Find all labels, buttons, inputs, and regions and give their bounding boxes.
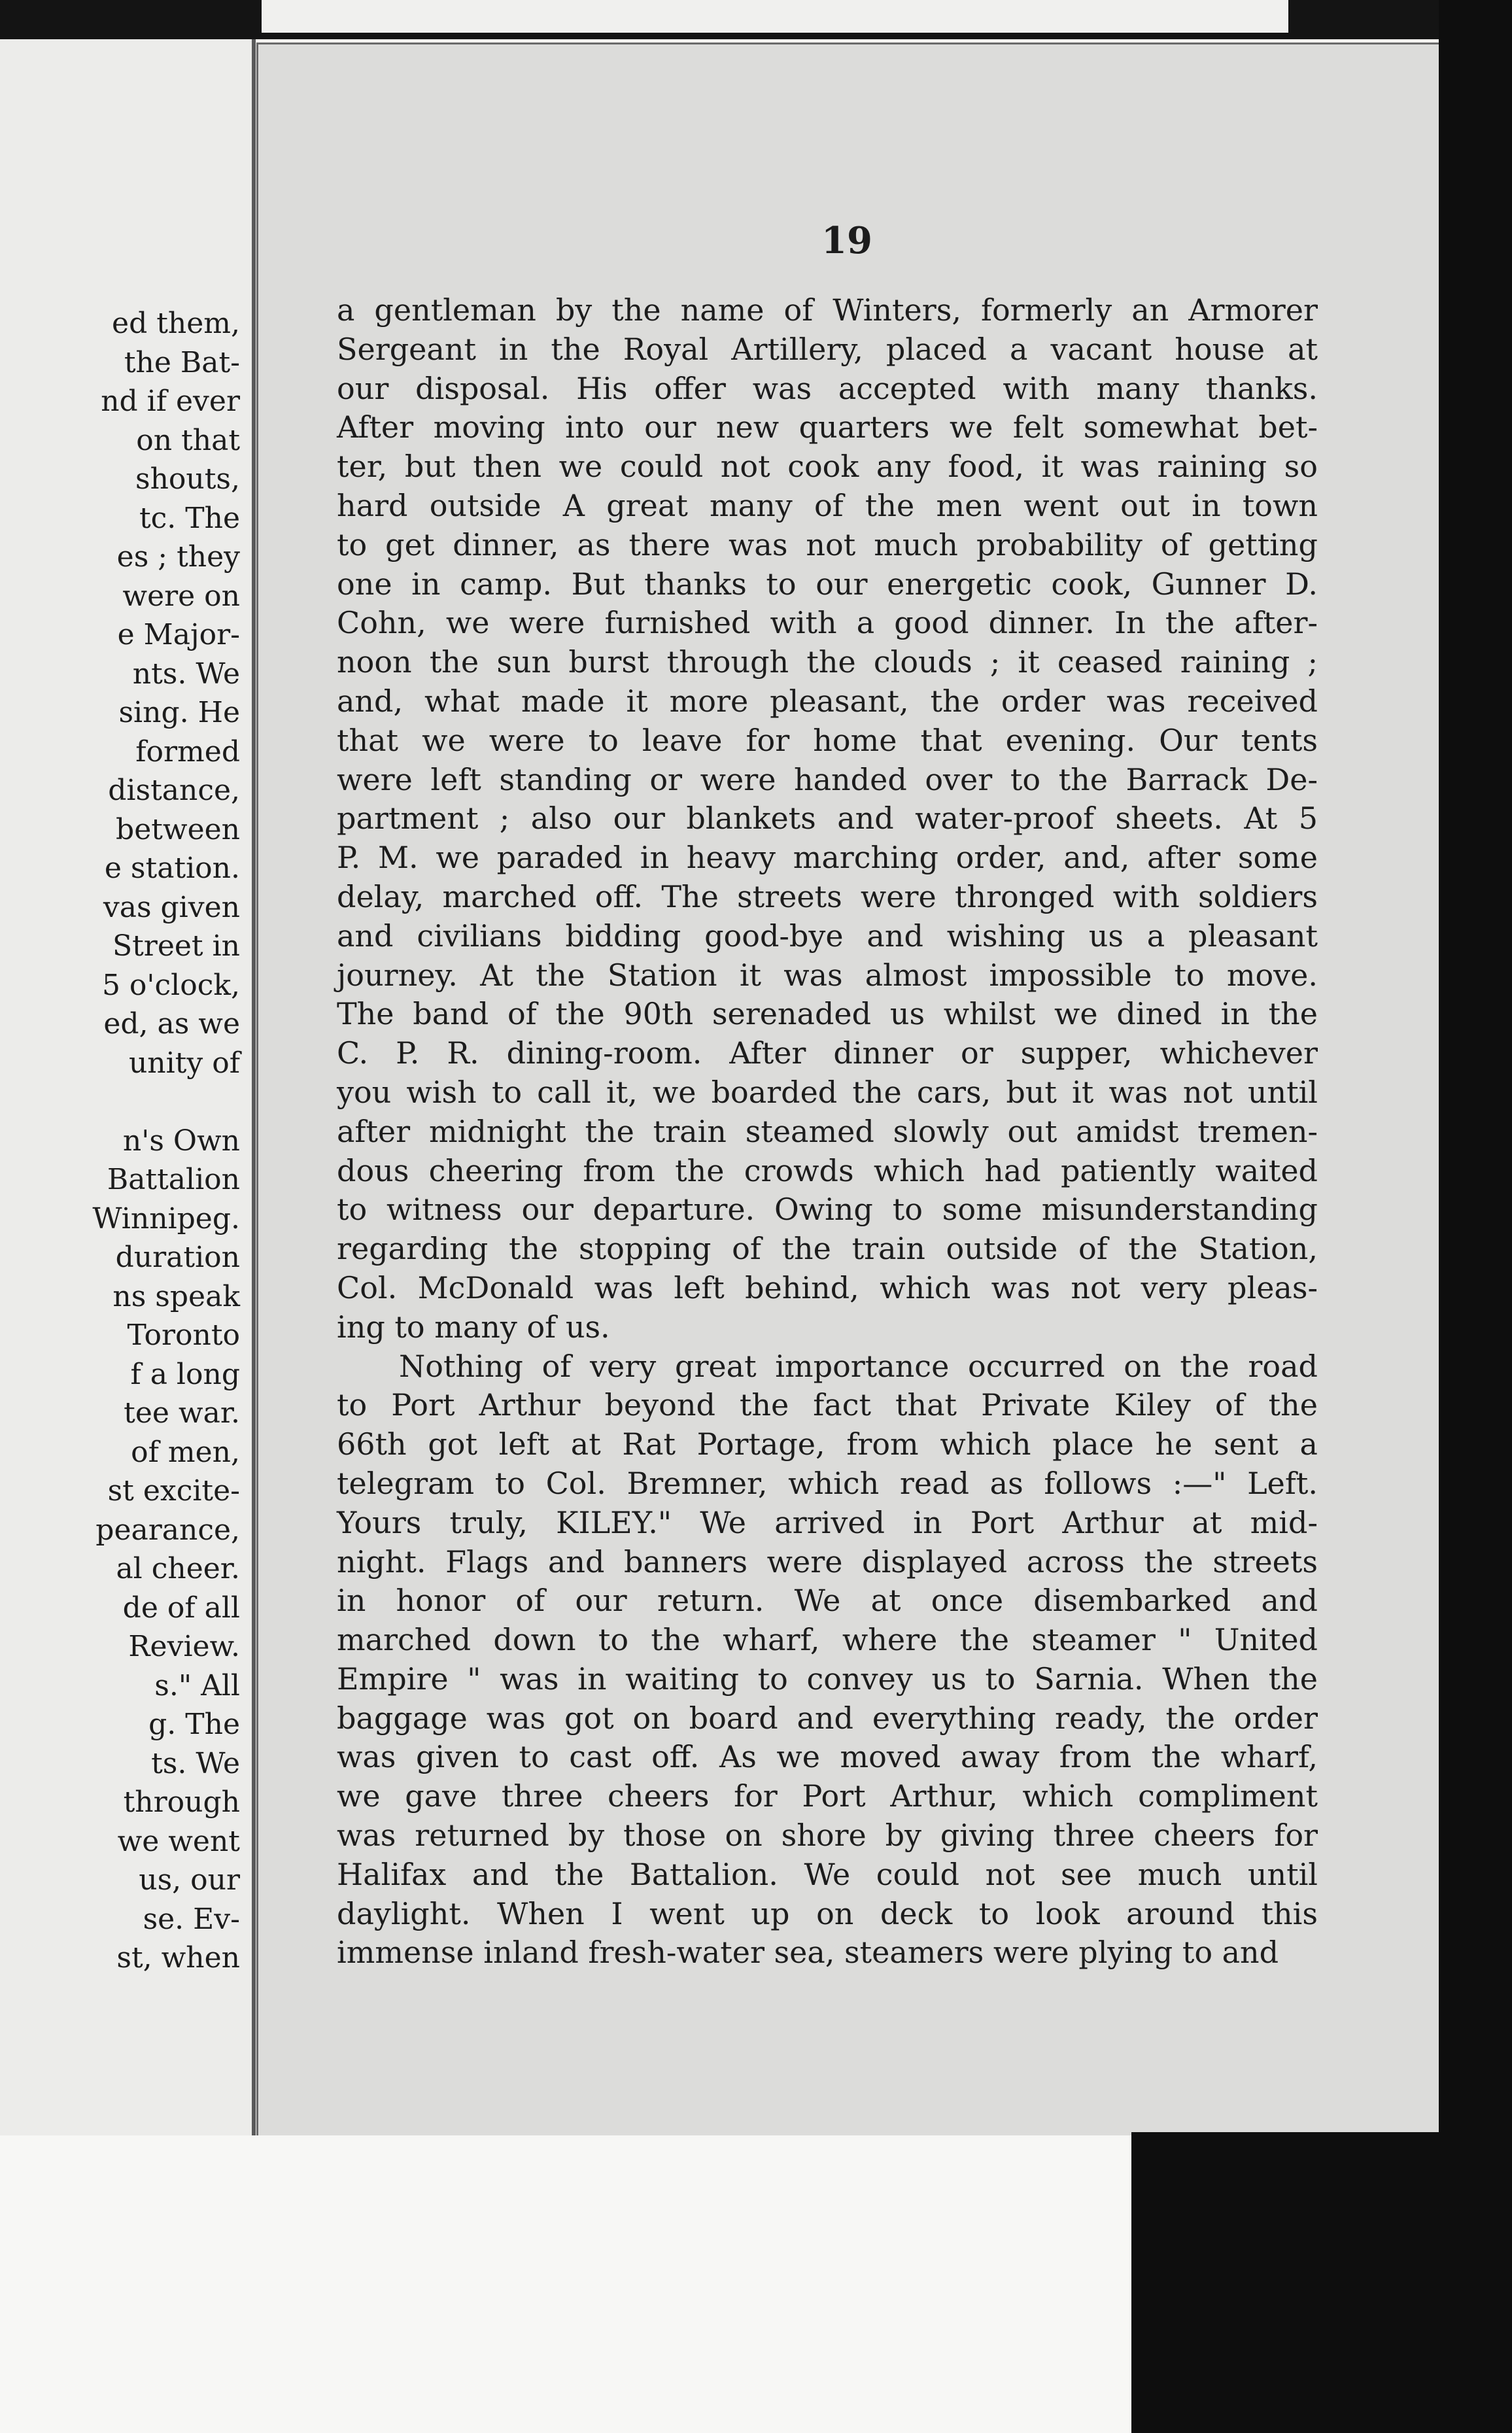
fragment-line: through: [123, 1786, 240, 1819]
fragment-line: Battalion: [107, 1163, 240, 1196]
text-line: and, what made it more pleasant, the order was received: [337, 683, 1318, 719]
fragment-line: Street in: [112, 929, 240, 963]
text-line: P. M. we paraded in heavy marching order, and, after some: [337, 840, 1318, 876]
text-line: Empire " was in waiting to convey us to Sarnia. When the: [337, 1661, 1318, 1697]
fragment-line: ed, as we: [103, 1007, 240, 1041]
text-line: ing to many of us.: [337, 1309, 610, 1345]
fragment-line: formed: [135, 734, 240, 768]
text-line: C. P. R. dining-room. After dinner or supper, whichever: [337, 1035, 1318, 1071]
fragment-line: of men,: [131, 1435, 240, 1469]
fragment-line: pearance,: [95, 1513, 240, 1547]
text-line: telegram to Col. Bremner, which read as follows :—" Left.: [337, 1465, 1318, 1501]
scan-bottom-margin: [0, 2135, 1138, 2433]
fragment-line: were on: [122, 579, 240, 613]
fragment-line: nd if ever: [101, 385, 240, 418]
text-line: you wish to call it, we boarded the cars, but it was not until: [337, 1074, 1318, 1110]
text-line: to get dinner, as there was not much probability of getting: [337, 526, 1318, 562]
fragment-line: on that: [136, 423, 240, 457]
text-line: 66th got left at Rat Portage, from which place he sent a: [337, 1426, 1318, 1462]
text-line: Yours truly, KILEY." We arrived in Port Arthur at mid-: [337, 1504, 1318, 1540]
fragment-line: se. Ev-: [143, 1902, 240, 1936]
text-line: Sergeant in the Royal Artillery, placed a vacant house at: [337, 331, 1318, 367]
text-line: was given to cast off. As we moved away from the wharf,: [337, 1739, 1318, 1775]
text-line: hard outside A great many of the men went out in town: [337, 487, 1318, 523]
scan-edge-right: [1439, 0, 1512, 2433]
text-line: to witness our departure. Owing to some misunderstanding: [337, 1192, 1318, 1228]
fragment-line: Toronto: [127, 1319, 240, 1352]
fragment-line: st excite-: [107, 1474, 240, 1508]
fragment-line: Winnipeg.: [92, 1201, 240, 1235]
text-line: Col. McDonald was left behind, which was not very pleas-: [337, 1269, 1318, 1305]
fragment-line: n's Own: [122, 1124, 240, 1158]
text-line: dous cheering from the crowds which had patiently waited: [337, 1152, 1318, 1188]
fragment-line: us, our: [139, 1863, 240, 1897]
text-line: journey. At the Station it was almost impossible to move.: [337, 957, 1318, 993]
text-line: in honor of our return. We at once disembarked and: [337, 1583, 1318, 1619]
fragment-line: tc. The: [139, 501, 240, 535]
text-line: Cohn, we were furnished with a good dinner. In the after-: [337, 605, 1318, 641]
fragment-line: unity of: [128, 1046, 240, 1080]
text-line: After moving into our new quarters we felt somewhat bet-: [337, 409, 1318, 445]
text-line: we gave three cheers for Port Arthur, which compliment: [337, 1778, 1318, 1814]
fragment-line: sing. He: [118, 696, 240, 729]
text-line: a gentleman by the name of Winters, formerly an Armorer: [337, 292, 1318, 328]
text-line: daylight. When I went up on deck to look around this: [337, 1895, 1318, 1931]
text-line: were left standing or were handed over to the Barrack De-: [337, 761, 1318, 797]
text-line: one in camp. But thanks to our energetic cook, Gunner D.: [337, 566, 1318, 602]
text-line: immense inland fresh-water sea, steamers were plying to and: [337, 1935, 1279, 1971]
text-line: The band of the 90th serenaded us whilst we dined in the: [337, 996, 1318, 1032]
fragment-line: Review.: [128, 1630, 240, 1663]
text-line: that we were to leave for home that evening. Our tents: [337, 722, 1318, 758]
fragment-line: ns speak: [112, 1279, 240, 1313]
fragment-line: vas given: [103, 890, 240, 924]
text-line: to Port Arthur beyond the fact that Private Kiley of the: [337, 1387, 1318, 1423]
fragment-line: we went: [117, 1824, 240, 1858]
fragment-line: al cheer.: [116, 1552, 240, 1585]
text-line: ter, but then we could not cook any food, it was raining so: [337, 449, 1318, 485]
fragment-line: e Major-: [117, 618, 240, 651]
fragment-line: s." All: [154, 1668, 240, 1702]
fragment-line: f a long: [130, 1357, 240, 1391]
fragment-line: [0, 1082, 240, 1122]
scan-edge-bottom-right: [1131, 2132, 1512, 2433]
text-line: baggage was got on board and everything ready, the order: [337, 1700, 1318, 1736]
fragment-line: shouts,: [135, 462, 240, 496]
previous-page-text: [0, 304, 240, 1978]
fragment-line: ts. We: [151, 1746, 240, 1780]
scan-paper-top: [262, 0, 1288, 33]
fragment-line: tee war.: [124, 1396, 240, 1430]
text-line: Nothing of very great importance occurred on the road: [399, 1348, 1318, 1384]
text-line: after midnight the train steamed slowly out amidst tremen-: [337, 1113, 1318, 1149]
text-line: regarding the stopping of the train outside of the Station,: [337, 1231, 1318, 1267]
text-line: our disposal. His offer was accepted with many thanks.: [337, 370, 1318, 406]
text-line: delay, marched off. The streets were thronged with soldiers: [337, 878, 1318, 914]
page-body-text: [337, 291, 1318, 1973]
fragment-line: between: [116, 812, 240, 846]
text-line: was returned by those on shore by giving three cheers for: [337, 1818, 1318, 1854]
text-line: Halifax and the Battalion. We could not see much until: [337, 1856, 1318, 1892]
fragment-line: nts. We: [132, 657, 240, 691]
fragment-line: duration: [115, 1241, 240, 1274]
text-line: night. Flags and banners were displayed across the streets: [337, 1544, 1318, 1579]
fragment-line: st, when: [116, 1941, 240, 1975]
text-line: and civilians bidding good-bye and wishing us a pleasant: [337, 918, 1318, 954]
previous-page-fragment: [0, 39, 256, 2135]
text-line: marched down to the wharf, where the steamer " United: [337, 1622, 1318, 1658]
fragment-line: es ; they: [116, 540, 240, 574]
text-line: noon the sun burst through the clouds ; it ceased raining ;: [337, 644, 1318, 680]
text-line: partment ; also our blankets and water-proof sheets. At 5: [337, 801, 1318, 837]
fragment-line: g. The: [148, 1708, 240, 1741]
fragment-line: de of all: [122, 1591, 240, 1625]
fragment-line: the Bat-: [124, 345, 240, 379]
fragment-line: 5 o'clock,: [101, 968, 240, 1002]
fragment-line: e station.: [104, 852, 240, 885]
fragment-line: ed them,: [112, 307, 240, 340]
page-number: 19: [821, 219, 872, 262]
fragment-line: distance,: [108, 774, 240, 807]
